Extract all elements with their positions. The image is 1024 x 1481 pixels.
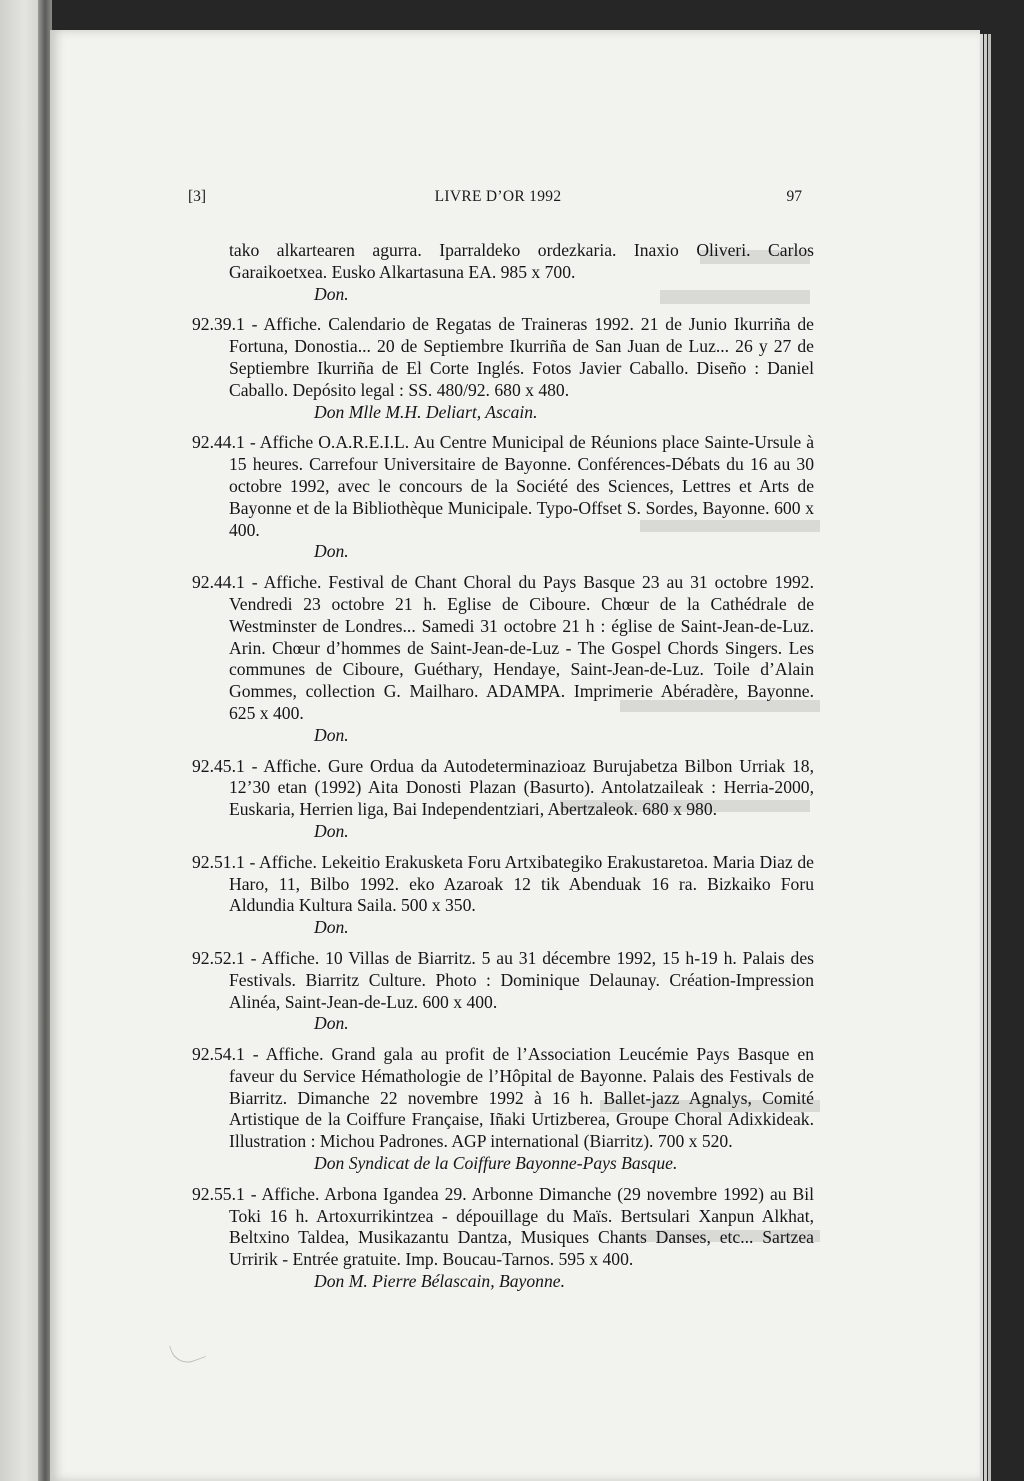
running-title: LIVRE D’OR 1992 bbox=[434, 188, 562, 205]
donor-line: Don. bbox=[314, 541, 349, 562]
catalogue-entry bbox=[192, 432, 814, 563]
donor-line: Don Syndicat de la Coiffure Bayonne-Pays Basque. bbox=[314, 1153, 678, 1174]
running-head bbox=[188, 188, 808, 212]
donor-line: Don. bbox=[314, 724, 349, 745]
donor-line: Don. bbox=[314, 283, 349, 304]
catalogue-entry bbox=[192, 1184, 814, 1293]
catalogue-entry bbox=[192, 1044, 814, 1175]
continued-entry bbox=[192, 240, 814, 305]
donor-line: Don. bbox=[314, 1013, 349, 1034]
section-number: [3] bbox=[188, 188, 207, 205]
catalogue-entry bbox=[192, 314, 814, 423]
catalogue-entry bbox=[192, 756, 814, 843]
page-stack-edge bbox=[980, 34, 983, 1481]
donor-line: Don. bbox=[314, 917, 349, 938]
entry-text: 92.55.1 - Affiche. Arbona Igandea 29. Arbonne Dimanche (29 novembre 1992) au Bil Toki 16 h. Artoxurrikintzea - dépouillage du Maïs. Bertsulari Xanpun Alkhat, Beltxino Taldea, Musikazantu Dantza, Musiques Chants Danses, etc... Sartzea Urririk - Entrée gratuite. Imp. Boucau-Tarnos. 595 x 400. bbox=[192, 1183, 814, 1270]
entry-text: tako alkartearen agurra. Iparraldeko ordezkaria. Inaxio Oliveri. Carlos Garaikoetxea. Eusko Alkartasuna EA. 985 x 700. bbox=[229, 240, 814, 282]
entry-text: 92.45.1 - Affiche. Gure Ordua da Autodeterminazioaz Burujabetza Bilbon Urriak 18, 12’30 etan (1992) Aita Donosti Plazan (Basurto). Antolatzaileak : Herria-2000, Euskaria, Herrien liga, Bai Independentziari, Abertzaleok. 680 x 980. bbox=[192, 755, 814, 820]
catalogue-entry bbox=[192, 852, 814, 939]
entry-text: 92.51.1 - Affiche. Lekeitio Erakusketa Foru Artxibategiko Erakustaretoa. Maria Diaz de Haro, 11, Bilbo 1992. eko Azaroak 12 tik Abenduak 16 ra. Bizkaiko Foru Aldundia Kultura Saila. 500 x 350. bbox=[192, 851, 814, 916]
entry-text: 92.54.1 - Affiche. Grand gala au profit de l’Association Leucémie Pays Basque en faveur du Service Hémathologie de l’Hôpital de Bayonne. Palais des Festivals de Biarritz. Dimanche 22 novembre 1992 à 16 h. Ballet-jazz Agnalys, Comité Artistique de la Coiffure Française, Iñaki Urtizberea, Groupe Choral Adixkideak. Illustration : Michou Padrones. AGP international (Biarritz). 700 x 520. bbox=[192, 1044, 814, 1152]
entry-text: 92.52.1 - Affiche. 10 Villas de Biarritz. 5 au 31 décembre 1992, 15 h-19 h. Palais des Festivals. Biarritz Culture. Photo : Dominique Delaunay. Création-Impression Alinéa, Saint-Jean-de-Luz. 600 x 400. bbox=[192, 947, 814, 1012]
page-stack-edge bbox=[984, 34, 987, 1481]
entry-text: 92.44.1 - Affiche. Festival de Chant Choral du Pays Basque 23 au 31 octobre 1992. Vendredi 23 octobre 21 h. Eglise de Ciboure. Chœur de la Cathédrale de Westminster de Londres... Samedi 31 octobre 21 h : église de Saint-Jean-de-Luz. Arin. Chœur d’hommes de Saint-Jean-de-Luz - The Gospel Chords Singers. Les communes de Ciboure, Guéthary, Hendaye, Saint-Jean-de-Luz. Toile d’Alain Gommes, collection G. Mailharo. ADAMPA. Imprimerie Abéradère, Bayonne. 625 x 400. bbox=[192, 572, 814, 723]
entry-text: 92.44.1 - Affiche O.A.R.E.I.L. Au Centre Municipal de Réunions place Sainte-Ursule à 15 heures. Carrefour Universitaire de Bayonne. Conférences-Débats du 16 au 30 octobre 1992, avec le concours de la Société des Sciences, Lettres et Arts de Bayonne et de la Bibliothèque Municipale. Typo-Offset S. Sordes, Bayonne. 600 x 400. bbox=[192, 432, 814, 540]
entry-text: 92.39.1 - Affiche. Calendario de Regatas de Traineras 1992. 21 de Junio Ikurriña de Fortuna, Donostia... 20 de Septiembre Ikurriña de San Juan de Luz... 26 y 27 de Septiembre Ikurriña de El Corte Inglés. Fotos Javier Caballo. Diseño : Daniel Caballo. Depósito legal : SS. 480/92. 680 x 480. bbox=[192, 314, 814, 400]
donor-line: Don M. Pierre Bélascain, Bayonne. bbox=[314, 1271, 565, 1292]
donor-line: Don. bbox=[314, 820, 349, 841]
catalogue-entries bbox=[192, 240, 814, 1302]
catalogue-entry bbox=[192, 948, 814, 1035]
catalogue-entry bbox=[192, 572, 814, 746]
page-number: 97 bbox=[786, 188, 802, 205]
donor-line: Don Mlle M.H. Deliart, Ascain. bbox=[314, 401, 538, 422]
page-stack-edge bbox=[988, 34, 991, 1481]
